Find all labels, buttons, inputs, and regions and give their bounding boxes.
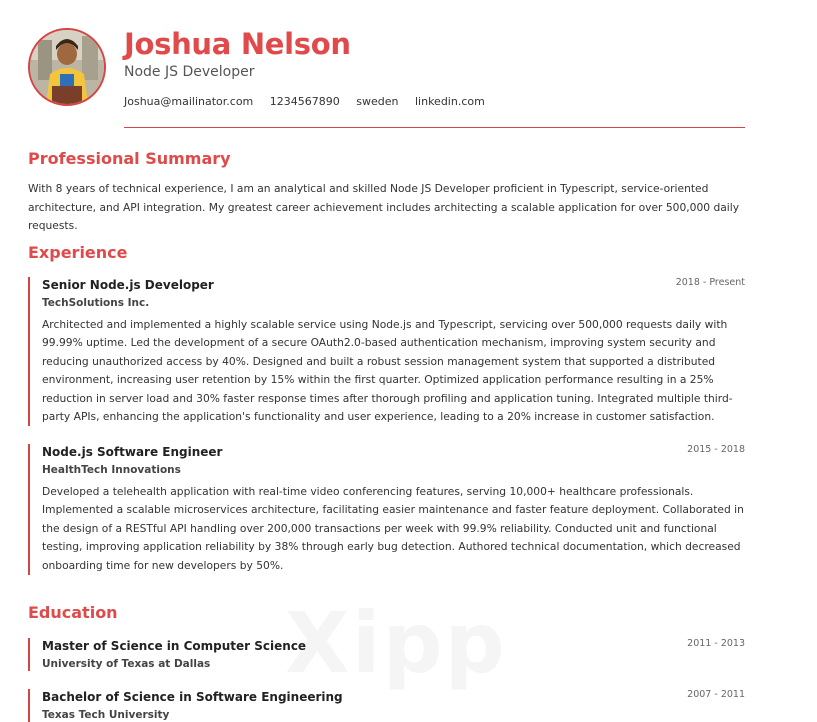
candidate-name: Joshua Nelson (124, 27, 351, 61)
job-title: Node JS Developer (124, 64, 255, 80)
education-item (28, 689, 745, 722)
experience-dates: 2015 - 2018 (687, 444, 745, 455)
experience-item (28, 444, 745, 575)
experience-description: Developed a telehealth application with real-time video conferencing features, serving 10,000+ healthcare professionals. Implemented a scalable microservices architecture, facilitating easier maintenance and faster feature deployment. Collaborated in the design of a RESTful API handling over 200,000 transactions per week with 99.9% reliability. Conducted unit and functional testing, improving application reliability by 38% through early bug detection. Authored technical documentation, which decreased onboarding time for new developers by 50%. (42, 485, 744, 572)
experience-company: HealthTech Innovations (42, 464, 181, 476)
experience-description: Architected and implemented a highly scalable service using Node.js and Typescript, servicing over 500,000 requests daily with 99.99% uptime. Led the development of a secure OAuth2.0-based authentication mechanism, improving system security and reducing unauthorized access by 40%. Designed and built a robust session management system that supported a distributed environment, increasing user retention by 15% within the first quarter. Optimized application performance resulting in a 25% reduction in server load and 30% faster response times after thorough profiling and application tuning. Integrated multiple third-party APIs, enhancing the application's functionality and user experience, leading to a 20% increase in customer satisfaction. (42, 318, 733, 424)
experience-title: Node.js Software Engineer (42, 445, 223, 459)
summary-heading: Professional Summary (28, 149, 231, 168)
education-dates: 2011 - 2013 (687, 638, 745, 649)
experience-heading: Experience (28, 243, 128, 262)
avatar (28, 28, 106, 106)
education-item (28, 638, 745, 671)
profile-photo (30, 30, 104, 104)
summary-text: With 8 years of technical experience, I am an analytical and skilled Node JS Developer proficient in Typescript, service-oriented architecture, and API integration. My greatest career achievement includes architecting a scalable application for over 500,000 daily requests. (28, 182, 740, 232)
contact-info (124, 95, 498, 108)
education-school: University of Texas at Dallas (42, 658, 211, 670)
experience-item (28, 277, 745, 426)
education-degree: Master of Science in Computer Science (42, 639, 307, 653)
experience-title: Senior Node.js Developer (42, 278, 214, 292)
phone-number: 1234567890 (269, 95, 340, 108)
experience-company: TechSolutions Inc. (42, 297, 150, 309)
education-school: Texas Tech University (42, 709, 170, 721)
experience-dates: 2018 - Present (675, 277, 745, 288)
education-degree: Bachelor of Science in Software Engineering (42, 690, 343, 704)
education-heading: Education (28, 603, 118, 622)
email-link[interactable]: Joshua@mailinator.com (124, 95, 254, 108)
education-dates: 2007 - 2011 (687, 689, 745, 700)
linkedin-link[interactable]: linkedin.com (415, 95, 485, 108)
header-divider (124, 127, 745, 128)
location: sweden (356, 95, 399, 108)
